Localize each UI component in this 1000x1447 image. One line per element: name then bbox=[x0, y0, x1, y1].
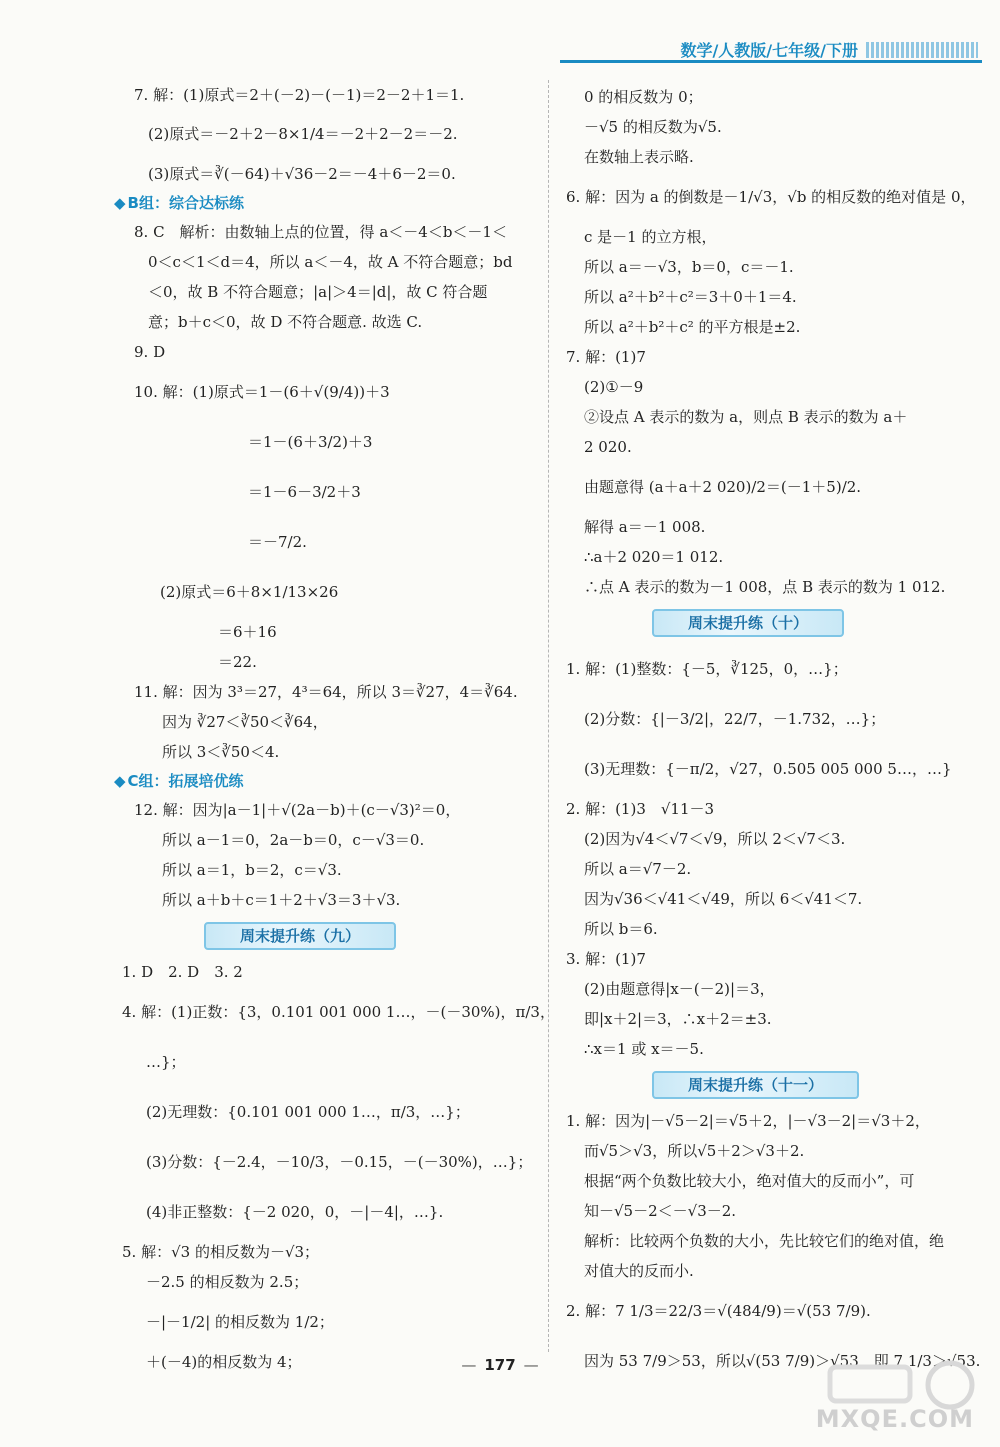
s9-q7-line5: 由题意得 (a＋a＋2 020)/2＝(－1＋5)/2. bbox=[584, 478, 862, 496]
page-number: — 177 — bbox=[461, 1356, 539, 1374]
s9-q5-line2: －2.5 的相反数为 2.5； bbox=[146, 1273, 309, 1291]
section-9-banner: 周末提升练（九） bbox=[204, 922, 396, 950]
s10-q2-line1: 2. 解：(1)3 √11－3 bbox=[566, 800, 715, 818]
s9-q7-line2: (2)①－9 bbox=[584, 378, 644, 396]
s11-q1-line2: 而√5＞√3，所以√5＋2＞√3＋2. bbox=[584, 1142, 805, 1160]
page-number-value: 177 bbox=[484, 1356, 516, 1374]
section-10-banner: 周末提升练（十） bbox=[652, 609, 844, 637]
s10-q2-line3: 所以 a＝√7－2. bbox=[584, 860, 692, 878]
s9-q4-line1: 4. 解：(1)正数：{3，0.101 001 000 1…，－(－30%)，π/3， bbox=[122, 1003, 555, 1021]
section-11-banner-wrap bbox=[566, 1064, 986, 1106]
s9-q5-line3: －|－1/2| 的相反数为 1/2； bbox=[146, 1313, 334, 1331]
q8-line1: 8. C 解析：由数轴上点的位置，得 a＜－4＜b＜－1＜ bbox=[134, 223, 507, 241]
q12-line4: 所以 a＋b＋c＝1＋2＋√3＝3＋√3. bbox=[162, 891, 401, 909]
q11-line1: 11. 解：因为 3³＝27，4³＝64，所以 3＝∛27，4＝∛64. bbox=[134, 683, 518, 701]
q8-line4: 意；b＋c＜0，故 D 不符合题意. 故选 C. bbox=[148, 313, 423, 331]
q8-line2: 0＜c＜1＜d＝4，所以 a＜－4，故 A 不符合题意；bd bbox=[148, 253, 513, 271]
diamond-icon: ◆ bbox=[114, 772, 126, 790]
s11-q1-analysis1: 解析：比较两个负数的大小，先比较它们的绝对值，绝 bbox=[584, 1232, 945, 1250]
q12-line1: 12. 解：因为|a－1|＋√(2a－b)＋(c－√3)²＝0， bbox=[134, 801, 461, 819]
q11-line3: 所以 3＜∛50＜4. bbox=[162, 743, 280, 761]
s9-q6-line5: 所以 a²＋b²＋c² 的平方根是±2. bbox=[584, 318, 801, 336]
q7-part2: (2)原式＝－2＋2－8×1/4＝－2＋2－2＝－2. bbox=[148, 125, 458, 143]
s9-q6-line2: c 是－1 的立方根， bbox=[584, 228, 717, 246]
left-column bbox=[114, 82, 555, 1377]
s9-q7-line1: 7. 解：(1)7 bbox=[566, 348, 646, 366]
s10-q3-line2: (2)由题意得|x－(－2)|＝3， bbox=[584, 980, 775, 998]
s9-q4-part3: (3)分数：{－2.4，－10/3，－0.15，－(－30%)，…}； bbox=[146, 1153, 533, 1171]
s9-q5-line6: －√5 的相反数为√5. bbox=[584, 118, 722, 136]
s9-q5-line4: ＋(－4)的相反数为 4； bbox=[146, 1353, 302, 1371]
group-c-heading bbox=[114, 767, 538, 795]
q10-part2-line2: ＝6＋16 bbox=[218, 623, 277, 641]
q10-line2: ＝1－(6＋3/2)＋3 bbox=[248, 433, 373, 451]
watermark-text: MXQE.COM bbox=[815, 1405, 974, 1433]
s10-q3-line4: ∴x＝1 或 x＝－5. bbox=[584, 1040, 704, 1058]
s9-q6-line1: 6. 解：因为 a 的倒数是－1/√3，√b 的相反数的绝对值是 0， bbox=[566, 188, 976, 206]
s11-q1-analysis2: 对值大的反而小. bbox=[584, 1262, 694, 1280]
right-column bbox=[566, 82, 986, 1386]
s10-q2-line4: 因为√36＜√41＜√49，所以 6＜√41＜7. bbox=[584, 890, 863, 908]
page-header bbox=[680, 38, 978, 61]
s9-q7-line3: ②设点 A 表示的数为 a，则点 B 表示的数为 a＋ bbox=[584, 408, 908, 426]
s10-q2-line2: (2)因为√4＜√7＜√9，所以 2＜√7＜3. bbox=[584, 830, 846, 848]
diamond-icon: ◆ bbox=[114, 194, 126, 212]
s9-q6-line4: 所以 a²＋b²＋c²＝3＋0＋1＝4. bbox=[584, 288, 797, 306]
s11-q2-line1: 2. 解：7 1/3＝22/3＝√(484/9)＝√(53 7/9). bbox=[566, 1302, 871, 1320]
q10-line3: ＝1－6－3/2＋3 bbox=[248, 483, 361, 501]
section-10-banner-wrap bbox=[566, 602, 986, 644]
group-b-heading bbox=[114, 189, 538, 217]
q12-line2: 所以 a－1＝0，2a－b＝0，c－√3＝0. bbox=[162, 831, 425, 849]
s9-q4-part2: (2)无理数：{0.101 001 000 1…，π/3，…}； bbox=[146, 1103, 470, 1121]
q10-part2-line3: ＝22. bbox=[218, 653, 257, 671]
s9-q5-line7: 在数轴上表示略. bbox=[584, 148, 694, 166]
s9-q7-line8: ∴点 A 表示的数为－1 008，点 B 表示的数为 1 012. bbox=[584, 578, 946, 596]
s9-q5-line1: 5. 解：√3 的相反数为－√3； bbox=[122, 1243, 320, 1261]
s9-q4-line2: …}； bbox=[146, 1053, 186, 1071]
group-c-label: C组：拓展培优练 bbox=[127, 772, 244, 790]
section-9-banner-wrap bbox=[118, 915, 538, 957]
s11-q1-line1: 1. 解：因为|－√5－2|＝√5＋2，|－√3－2|＝√3＋2， bbox=[566, 1112, 930, 1130]
s10-q1-part3: (3)无理数：{－π/2，√27，0.505 005 000 5…，…} bbox=[584, 760, 952, 778]
s11-q2-line2: 因为 53 7/9＞53，所以√(53 7/9)＞√53，即 7 1/3＞√53. bbox=[584, 1352, 981, 1370]
q11-line2: 因为 ∛27＜∛50＜∛64， bbox=[162, 713, 328, 731]
s9-q7-line4: 2 020. bbox=[584, 438, 632, 456]
s10-q1-part2: (2)分数：{|－3/2|，22/7，－1.732，…}； bbox=[584, 710, 886, 728]
q7-part3: (3)原式＝∛(－64)＋√36－2＝－4＋6－2＝0. bbox=[148, 165, 456, 183]
header-decoration bbox=[866, 42, 978, 58]
q10-line1: 10. 解：(1)原式＝1－(6＋√(9/4))＋3 bbox=[134, 383, 390, 401]
s10-q1-part1: 1. 解：(1)整数：{－5，∛125，0，…}； bbox=[566, 660, 848, 678]
header-title: 数学/人教版/七年级/下册 bbox=[680, 41, 858, 60]
s9-q5-line5: 0 的相反数为 0； bbox=[584, 88, 703, 106]
s9-q1-3: 1. D 2. D 3. 2 bbox=[122, 963, 243, 981]
s9-q7-line7: ∴a＋2 020＝1 012. bbox=[584, 548, 724, 566]
s9-q7-line6: 解得 a＝－1 008. bbox=[584, 518, 706, 536]
s10-q3-line1: 3. 解：(1)7 bbox=[566, 950, 646, 968]
s11-q1-line3: 根据“两个负数比较大小，绝对值大的反而小”，可 bbox=[584, 1172, 915, 1190]
section-11-banner: 周末提升练（十一） bbox=[652, 1071, 859, 1099]
q10-line4: ＝－7/2. bbox=[248, 533, 307, 551]
q10-part2-line1: (2)原式＝6＋8×1/13×26 bbox=[160, 583, 339, 601]
s9-q6-line3: 所以 a＝－√3，b＝0，c＝－1. bbox=[584, 258, 794, 276]
header-rule bbox=[560, 60, 982, 63]
s10-q3-line3: 即|x＋2|＝3，∴x＋2＝±3. bbox=[584, 1010, 772, 1028]
s9-q4-part4: (4)非正整数：{－2 020，0，－|－4|，…}. bbox=[146, 1203, 444, 1221]
q9: 9. D bbox=[134, 343, 166, 361]
q8-line3: ＜0，故 B 不符合题意；|a|＞4＝|d|，故 C 符合题 bbox=[148, 283, 488, 301]
q7-part1: 7. 解：(1)原式＝2＋(－2)－(－1)＝2－2＋1＝1. bbox=[134, 86, 465, 104]
s10-q2-line5: 所以 b＝6. bbox=[584, 920, 658, 938]
s11-q1-line4: 知－√5－2＜－√3－2. bbox=[584, 1202, 737, 1220]
q12-line3: 所以 a＝1，b＝2，c＝√3. bbox=[162, 861, 342, 879]
group-b-label: B组：综合达标练 bbox=[127, 194, 244, 212]
